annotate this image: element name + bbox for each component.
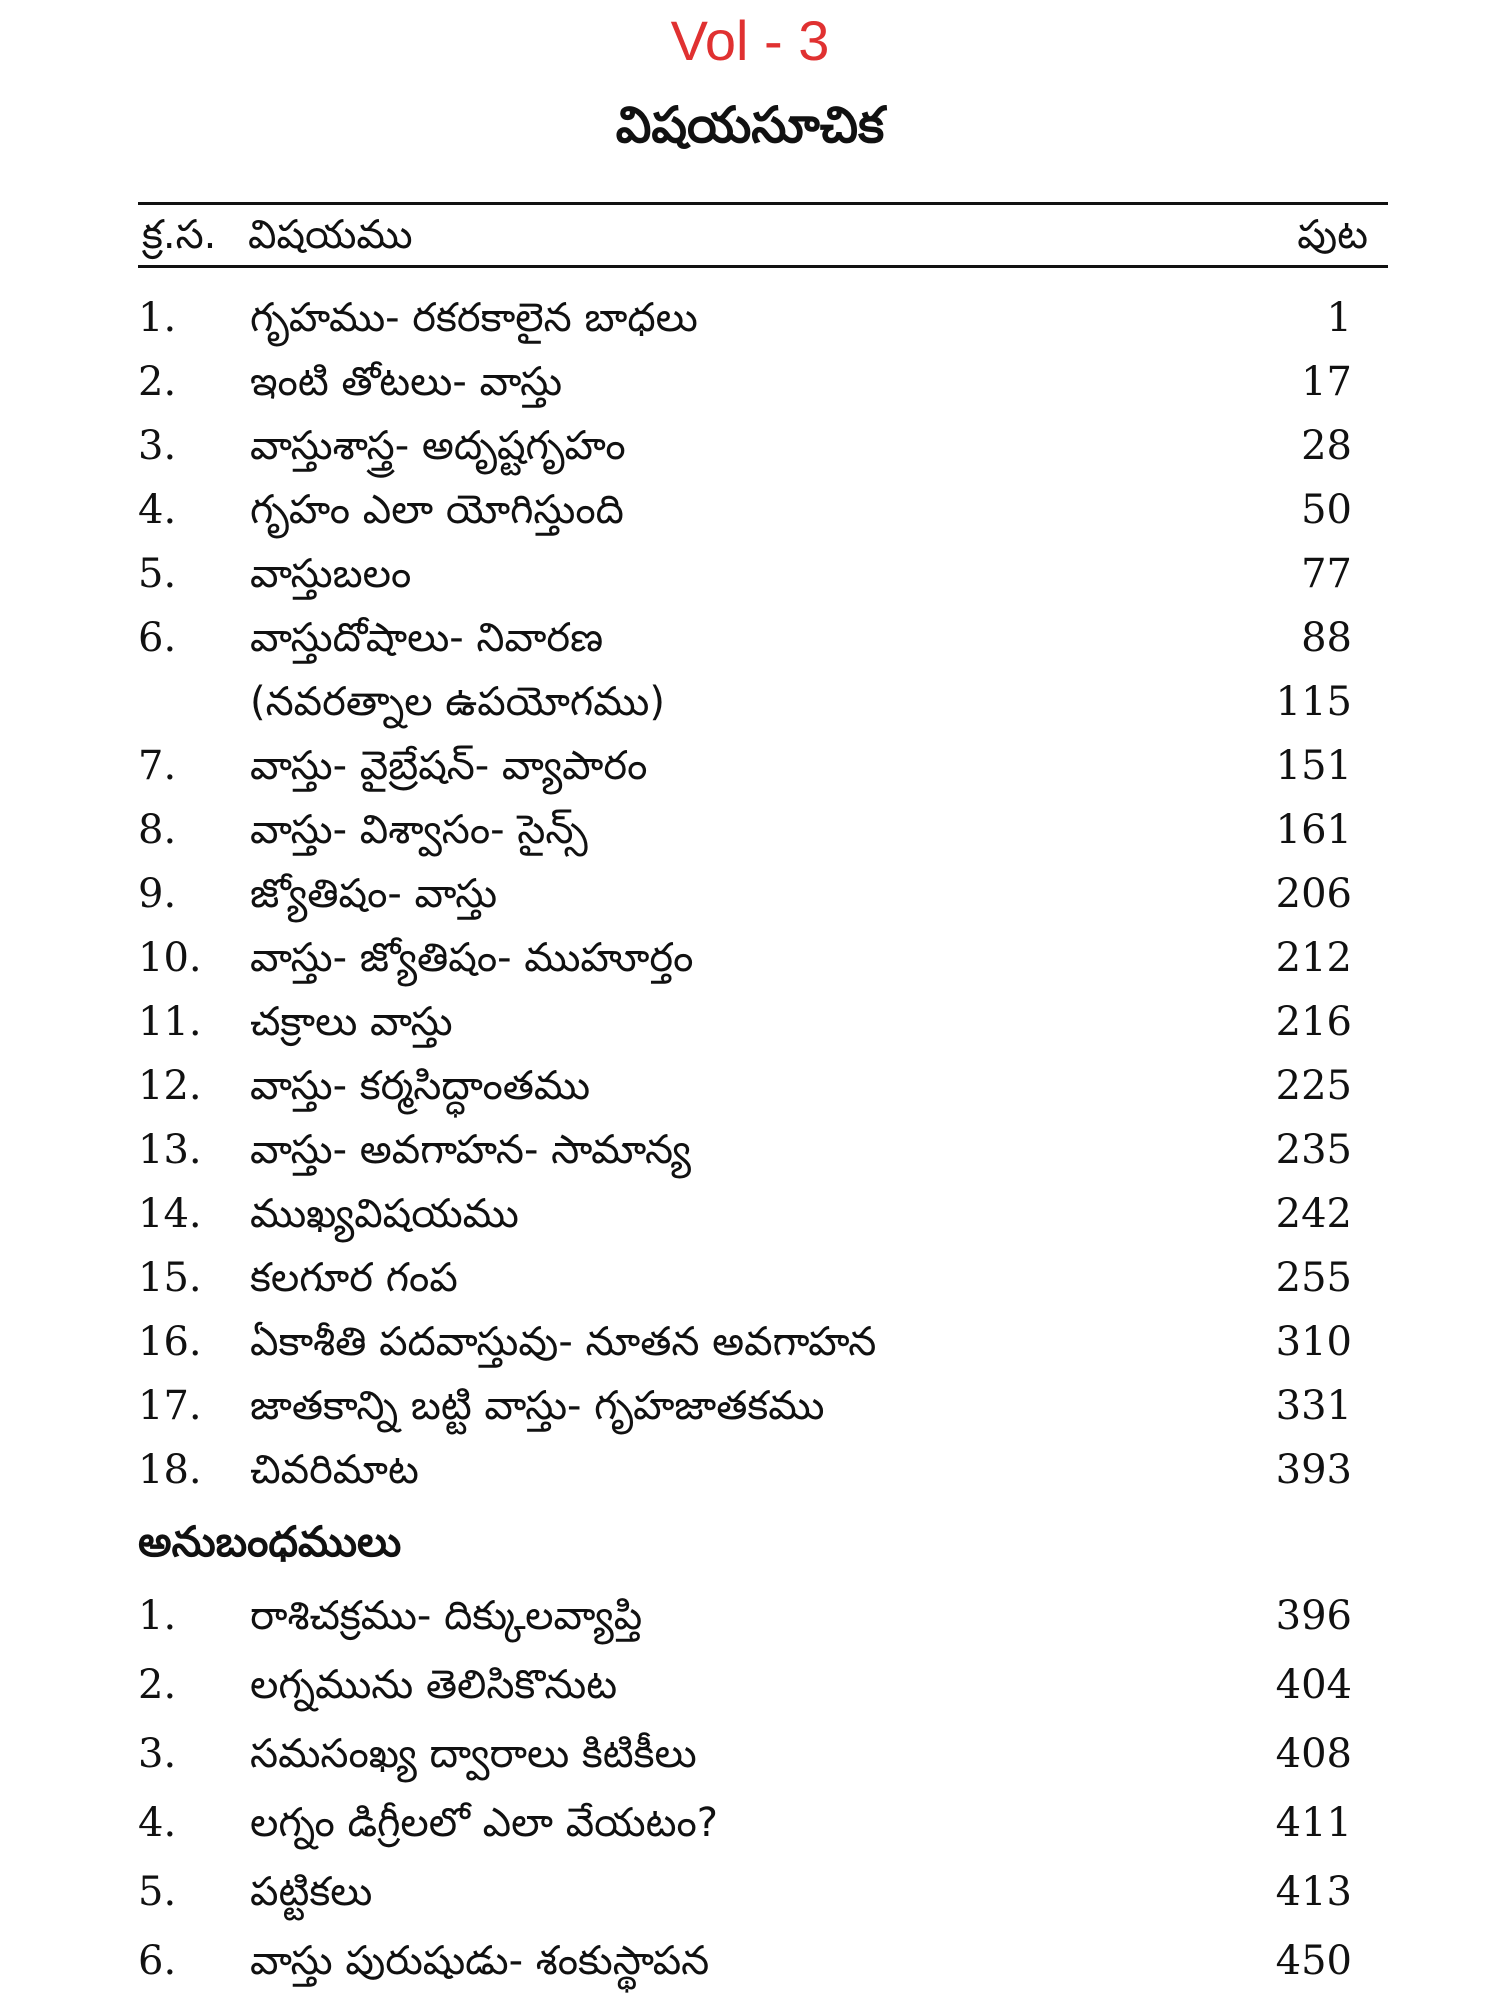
- toc-page: 331: [1275, 1383, 1352, 1429]
- toc-subject: జాతకాన్ని బట్టి వాస్తు- గృహజాతకము: [250, 1383, 825, 1429]
- toc-page: 1: [1326, 295, 1352, 341]
- appendix-page: 411: [1275, 1800, 1352, 1846]
- toc-row: [138, 1118, 1388, 1182]
- appendix-page: 396: [1275, 1593, 1352, 1639]
- toc-number: 5.: [138, 551, 177, 597]
- toc-subject: గృహం ఎలా యోగిస్తుంది: [250, 487, 624, 533]
- contents-list: [138, 286, 1388, 1502]
- toc-subject: చివరిమాట: [250, 1447, 419, 1493]
- appendix-list: [138, 1582, 1388, 1996]
- page-title: విషయసూచిక: [615, 96, 885, 154]
- toc-page: 235: [1275, 1127, 1352, 1173]
- toc-number: 9.: [138, 871, 177, 917]
- appendix-page: 413: [1275, 1869, 1352, 1915]
- appendix-row: [138, 1720, 1388, 1789]
- toc-number: 13.: [138, 1127, 202, 1173]
- toc-row: [138, 1310, 1388, 1374]
- toc-number: 4.: [138, 487, 177, 533]
- toc-row: [138, 798, 1388, 862]
- toc-subject: వాస్తు- విశ్వాసం- సైన్స్: [250, 807, 588, 853]
- appendix-row: [138, 1858, 1388, 1927]
- toc-subject: గృహము- రకరకాలైన బాధలు: [250, 295, 698, 341]
- toc-page: 115: [1275, 679, 1352, 725]
- toc-number: 1.: [138, 295, 177, 341]
- header-bottom-rule: [138, 265, 1388, 268]
- toc-row: [138, 926, 1388, 990]
- appendix-row: [138, 1789, 1388, 1858]
- appendix-number: 6.: [138, 1938, 177, 1984]
- toc-number: 15.: [138, 1255, 202, 1301]
- header-number: క్ర.స.: [142, 212, 217, 258]
- toc-row: [138, 990, 1388, 1054]
- toc-subject: ఇంటి తోటలు- వాస్తు: [250, 359, 563, 405]
- toc-number: 17.: [138, 1383, 202, 1429]
- toc-page: 206: [1275, 871, 1352, 917]
- toc-row: [138, 1182, 1388, 1246]
- toc-subject: వాస్తు- అవగాహన- సామాన్య: [250, 1127, 691, 1173]
- toc-row: [138, 478, 1388, 542]
- toc-subject: వాస్తుశాస్త్ర- అదృష్టగృహం: [250, 423, 626, 469]
- toc-subject: ముఖ్యవిషయము: [250, 1191, 519, 1237]
- toc-subject: వాస్తుబలం: [250, 551, 412, 597]
- toc-page: 151: [1275, 743, 1352, 789]
- toc-subject: వాస్తు- జ్యోతిషం- ముహూర్తం: [250, 935, 694, 981]
- header-top-rule: [138, 202, 1388, 205]
- toc-subject: వాస్తు- వైబ్రేషన్- వ్యాపారం: [250, 743, 648, 789]
- toc-number: 11.: [138, 999, 202, 1045]
- toc-page: 17: [1301, 359, 1352, 405]
- volume-label: Vol - 3: [670, 9, 830, 72]
- toc-subject: జ్యోతిషం- వాస్తు: [250, 871, 498, 917]
- toc-number: 16.: [138, 1319, 202, 1365]
- toc-page: 255: [1275, 1255, 1352, 1301]
- toc-page: 216: [1275, 999, 1352, 1045]
- toc-page: 77: [1301, 551, 1352, 597]
- toc-page: 242: [1275, 1191, 1352, 1237]
- toc-page: 161: [1275, 807, 1352, 853]
- toc-number: 12.: [138, 1063, 202, 1109]
- toc-row: [138, 862, 1388, 926]
- toc-page: 212: [1275, 935, 1352, 981]
- toc-page: 88: [1301, 615, 1352, 661]
- appendix-subject: లగ్నమును తెలిసికొనుట: [250, 1662, 618, 1708]
- toc-page: 310: [1275, 1319, 1352, 1365]
- header-subject: విషయము: [248, 212, 413, 258]
- toc-number: 7.: [138, 743, 177, 789]
- appendix-page: 450: [1275, 1938, 1352, 1984]
- toc-page: 50: [1301, 487, 1352, 533]
- toc-subject: వాస్తు- కర్మసిద్ధాంతము: [250, 1063, 591, 1109]
- toc-row: [138, 1374, 1388, 1438]
- toc-row: [138, 1246, 1388, 1310]
- toc-number: 3.: [138, 423, 177, 469]
- toc-number: 14.: [138, 1191, 202, 1237]
- appendix-page: 408: [1275, 1731, 1352, 1777]
- toc-number: 6.: [138, 615, 177, 661]
- toc-row: [138, 286, 1388, 350]
- appendix-number: 1.: [138, 1593, 177, 1639]
- appendix-row: [138, 1927, 1388, 1996]
- appendix-row: [138, 1651, 1388, 1720]
- toc-row: [138, 670, 1388, 734]
- toc-row: [138, 606, 1388, 670]
- header-page: పుట: [1297, 212, 1368, 258]
- toc-page: 393: [1275, 1447, 1352, 1493]
- appendix-page: 404: [1275, 1662, 1352, 1708]
- appendix-subject: రాశిచక్రము- దిక్కులవ్యాప్తి: [250, 1593, 643, 1639]
- appendix-subject: సమసంఖ్య ద్వారాలు కిటికీలు: [250, 1731, 697, 1777]
- toc-subject: ఏకాశీతి పదవాస్తువు- నూతన అవగాహన: [250, 1319, 877, 1365]
- toc-row: [138, 734, 1388, 798]
- appendix-number: 4.: [138, 1800, 177, 1846]
- toc-row: [138, 350, 1388, 414]
- toc-row: [138, 414, 1388, 478]
- appendix-number: 5.: [138, 1869, 177, 1915]
- toc-number: 18.: [138, 1447, 202, 1493]
- toc-number: 2.: [138, 359, 177, 405]
- toc-subject: చక్రాలు వాస్తు: [250, 999, 453, 1045]
- table-header: [138, 206, 1388, 264]
- appendix-subject: పట్టికలు: [250, 1869, 373, 1915]
- toc-page: 225: [1275, 1063, 1352, 1109]
- appendix-subject: వాస్తు పురుషుడు- శంకుస్థాపన: [250, 1938, 710, 1984]
- toc-row: [138, 1438, 1388, 1502]
- toc-subject: కలగూర గంప: [250, 1255, 458, 1301]
- toc-subject: వాస్తుదోషాలు- నివారణ: [250, 615, 604, 661]
- toc-number: 8.: [138, 807, 177, 853]
- appendix-heading: అనుబంధములు: [138, 1517, 402, 1566]
- toc-number: 10.: [138, 935, 202, 981]
- appendix-number: 3.: [138, 1731, 177, 1777]
- appendix-row: [138, 1582, 1388, 1651]
- toc-row: [138, 1054, 1388, 1118]
- toc-subject: (నవరత్నాల ఉపయోగము): [250, 679, 666, 725]
- appendix-subject: లగ్నం డిగ్రీలలో ఎలా వేయటం?: [250, 1800, 718, 1846]
- toc-page: 28: [1301, 423, 1352, 469]
- toc-row: [138, 542, 1388, 606]
- appendix-number: 2.: [138, 1662, 177, 1708]
